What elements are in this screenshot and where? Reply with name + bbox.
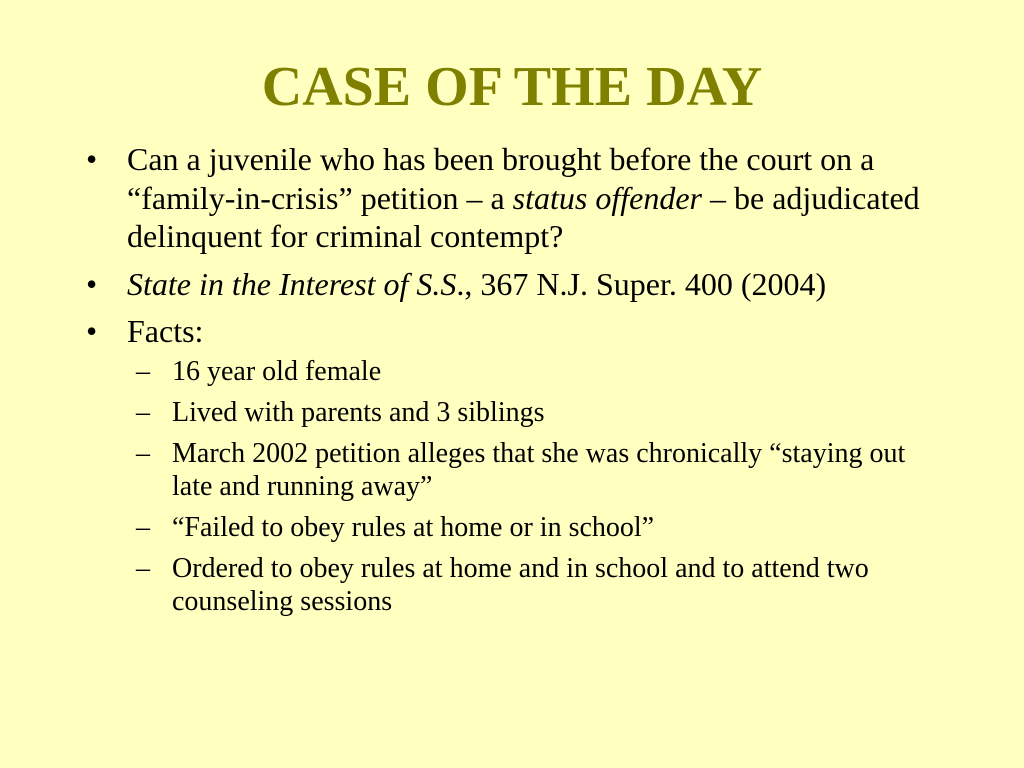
- sub-item: [127, 511, 946, 544]
- sub-item-text: Lived with parents and 3 siblings: [172, 396, 545, 428]
- bullet-case-citation: [86, 265, 946, 304]
- bullet-list: [86, 140, 946, 627]
- bullet-facts: [86, 312, 946, 618]
- bullet-marker: •: [86, 141, 98, 177]
- sub-item-marker: –: [136, 355, 150, 387]
- bullet-question: [86, 140, 946, 256]
- sub-item: [127, 552, 946, 618]
- question-text-italic: status offender: [512, 179, 702, 216]
- sub-item-marker: –: [136, 396, 150, 428]
- sub-item: [127, 396, 946, 429]
- sub-item-marker: –: [136, 511, 150, 543]
- slide-title: CASE OF THE DAY: [261, 56, 763, 118]
- bullet-marker: •: [86, 313, 98, 349]
- facts-heading: Facts:: [127, 313, 204, 349]
- case-name: State in the Interest of S.S: [127, 265, 457, 302]
- sub-item: [127, 437, 946, 503]
- case-citation-text: ., 367 N.J. Super. 400 (2004): [456, 265, 827, 302]
- question-text-start: Can a juvenile who has been brought before the court on a “family-in-crisis” petition – a: [127, 141, 875, 216]
- bullet-marker: •: [86, 265, 98, 302]
- facts-sub-list: [127, 355, 946, 618]
- sub-item-text: “Failed to obey rules at home or in school”: [172, 511, 655, 543]
- sub-item-marker: –: [136, 437, 150, 469]
- sub-item-marker: –: [136, 552, 150, 584]
- sub-item-text: 16 year old female: [172, 355, 382, 387]
- sub-item-text: March 2002 petition alleges that she was chronically “staying out late and running away”: [172, 437, 906, 502]
- sub-item-text: Ordered to obey rules at home and in school and to attend two counseling sessions: [172, 552, 869, 617]
- sub-item: [127, 355, 946, 388]
- question-text-end: – be adjudicated delinquent for criminal contempt?: [127, 179, 920, 254]
